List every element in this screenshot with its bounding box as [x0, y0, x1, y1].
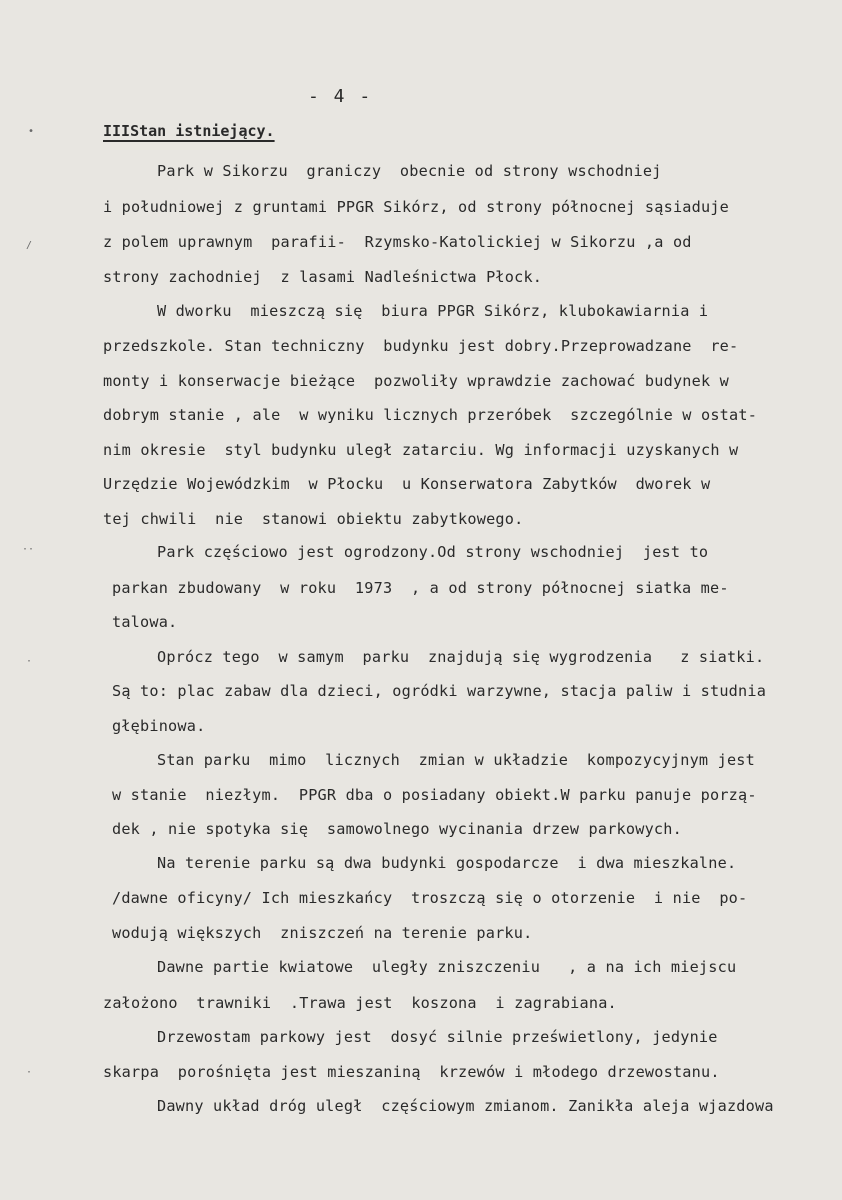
- margin-speck: ·: [26, 1067, 33, 1078]
- text-line: wodują większych zniszczeń na terenie parku.: [112, 924, 533, 942]
- text-line: /dawne oficyny/ Ich mieszkańcy troszczą się o otorzenie i nie po-: [112, 889, 748, 907]
- text-line: Stan parku mimo licznych zmian w układzie kompozycyjnym jest: [157, 751, 755, 769]
- section-heading: IIIStan istniejący.: [103, 122, 275, 140]
- text-line: tej chwili nie stanowi obiektu zabytkowego.: [103, 510, 524, 528]
- text-line: przedszkole. Stan techniczny budynku jest dobry.Przeprowadzane re-: [103, 337, 739, 355]
- margin-speck: ··: [22, 544, 35, 555]
- text-line: talowa.: [112, 613, 178, 631]
- text-line: Są to: plac zabaw dla dzieci, ogródki warzywne, stacja paliw i studnia: [112, 682, 767, 700]
- text-line: w stanie niezłym. PPGR dba o posiadany obiekt.W parku panuje porzą-: [112, 786, 757, 804]
- text-line: i południowej z gruntami PPGR Sikórz, od strony północnej sąsiaduje: [103, 198, 730, 216]
- text-line: Park w Sikorzu graniczy obecnie od strony wschodniej: [157, 162, 662, 180]
- text-line: strony zachodniej z lasami Nadleśnictwa Płock.: [103, 268, 543, 286]
- text-line: dek , nie spotyka się samowolnego wycinania drzew parkowych.: [112, 820, 682, 838]
- text-line: Dawne partie kwiatowe uległy zniszczeniu , a na ich miejscu: [157, 958, 737, 976]
- text-line: Dawny układ dróg uległ częściowym zmianom. Zanikła aleja wjazdowa: [157, 1097, 774, 1115]
- margin-speck: ·: [26, 656, 33, 667]
- text-line: głębinowa.: [112, 717, 206, 735]
- text-line: Drzewostam parkowy jest dosyć silnie prześwietlony, jedynie: [157, 1028, 718, 1046]
- margin-speck: •: [28, 126, 35, 137]
- text-line: Park częściowo jest ogrodzony.Od strony wschodniej jest to: [157, 543, 709, 561]
- margin-speck: /: [26, 240, 33, 251]
- text-line: Na terenie parku są dwa budynki gospodarcze i dwa mieszkalne.: [157, 854, 737, 872]
- text-line: założono trawniki .Trawa jest koszona i zagrabiana.: [103, 994, 617, 1012]
- text-line: Urzędzie Wojewódzkim w Płocku u Konserwatora Zabytków dworek w: [103, 475, 711, 493]
- page-number: - 4 -: [308, 86, 373, 107]
- text-line: Oprócz tego w samym parku znajdują się wygrodzenia z siatki.: [157, 648, 765, 666]
- text-line: W dworku mieszczą się biura PPGR Sikórz, klubokawiarnia i: [157, 302, 709, 320]
- text-line: dobrym stanie , ale w wyniku licznych przeróbek szczególnie w ostat-: [103, 406, 758, 424]
- text-line: parkan zbudowany w roku 1973 , a od strony północnej siatka me-: [112, 579, 729, 597]
- text-line: z polem uprawnym parafii- Rzymsko-Katolickiej w Sikorzu ,a od: [103, 233, 692, 251]
- text-line: skarpa porośnięta jest mieszaniną krzewów i młodego drzewostanu.: [103, 1063, 720, 1081]
- text-line: nim okresie styl budynku uległ zatarciu. Wg informacji uzyskanych w: [103, 441, 739, 459]
- text-line: monty i konserwacje bieżące pozwoliły wprawdzie zachować budynek w: [103, 372, 730, 390]
